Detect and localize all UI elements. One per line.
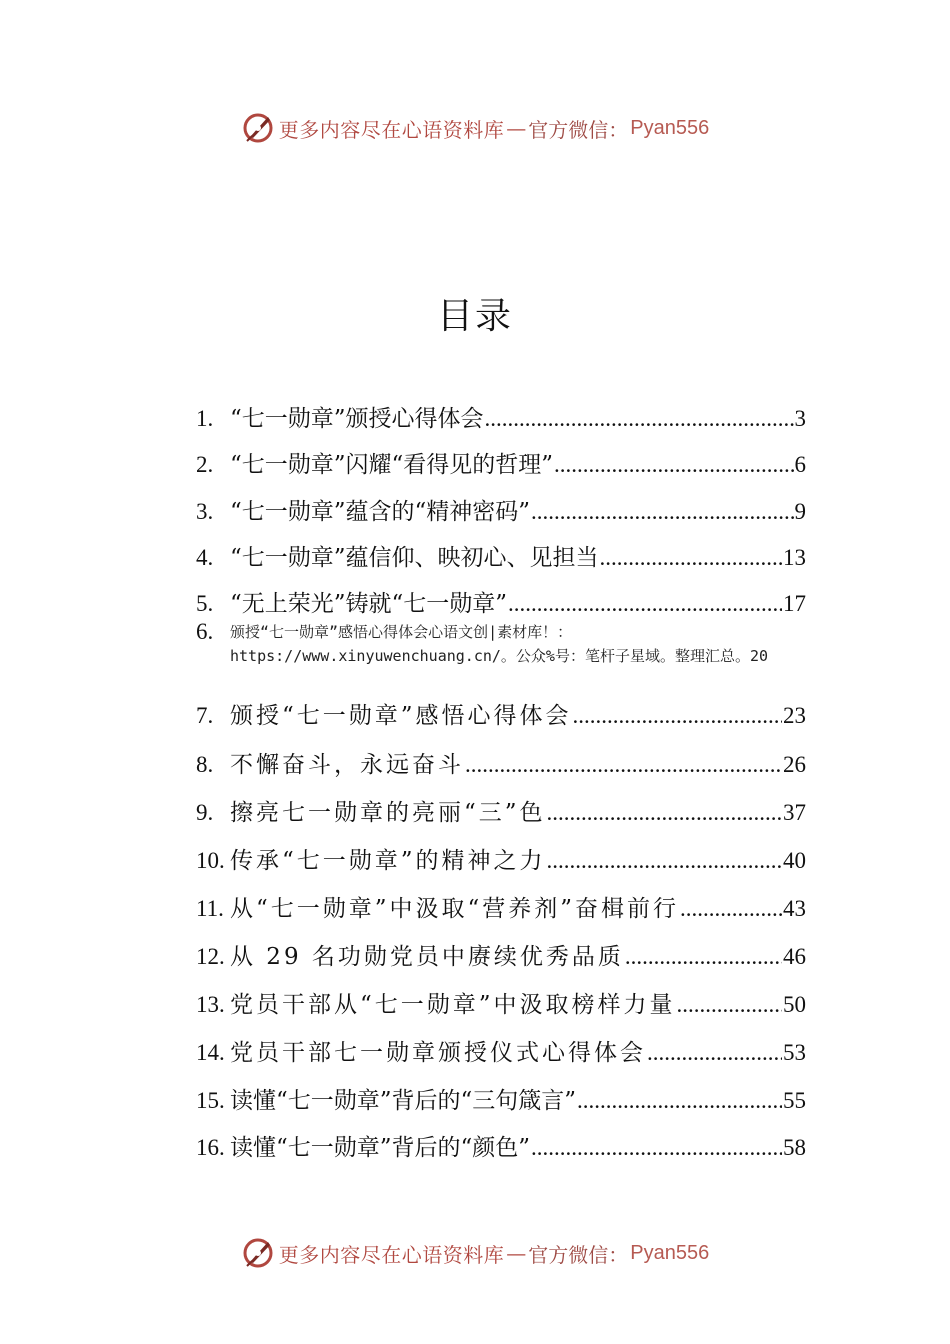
- toc-page: 9: [794, 498, 806, 524]
- toc-entry-8[interactable]: [196, 746, 806, 794]
- banner-separator: —: [506, 1241, 527, 1265]
- banner-text: 更多内容尽在心语资料库: [278, 1242, 505, 1267]
- toc-number: 11.: [196, 895, 224, 921]
- toc-page: 26: [783, 751, 806, 777]
- dot-leader: [625, 944, 782, 970]
- toc-number: 8.: [196, 751, 214, 777]
- page-title: 目录: [436, 296, 513, 337]
- banner-wechat-id: Pyan556: [630, 1241, 710, 1264]
- banner-wechat-id: Pyan556: [630, 116, 710, 139]
- toc-page: 53: [783, 1040, 806, 1066]
- dot-leader: [680, 896, 782, 922]
- banner-text: 更多内容尽在心语资料库: [278, 117, 505, 142]
- toc-page: 50: [783, 992, 806, 1018]
- toc-page: 13: [783, 544, 806, 570]
- toc-number: 3.: [196, 498, 214, 524]
- footer-banner: [0, 1231, 950, 1275]
- toc-number: 10.: [196, 847, 225, 873]
- toc-title: 擦亮七一勋章的亮丽“三”色: [230, 799, 546, 826]
- toc-title: 党员干部七一勋章颁授仪式心得体会: [230, 1040, 646, 1067]
- toc-entry-14[interactable]: [196, 1034, 806, 1082]
- toc-number: 9.: [196, 799, 214, 825]
- toc-title: “七一勋章”颁授心得体会: [230, 406, 484, 432]
- toc-number: 16.: [196, 1134, 225, 1160]
- toc-page: 43: [783, 895, 806, 921]
- quill-pen-logo-icon: [241, 1236, 275, 1270]
- toc-title: 从“七一勋章”中汲取“营养剂”奋楫前行: [230, 895, 680, 922]
- quill-pen-logo-icon: [241, 111, 275, 145]
- dot-leader: [508, 591, 782, 617]
- toc-entry-9[interactable]: [196, 794, 806, 842]
- dot-leader: [554, 452, 793, 478]
- toc-title: 党员干部从“七一勋章”中汲取榜样力量: [230, 992, 676, 1019]
- toc-number: 1.: [196, 406, 214, 431]
- toc-title: 颁授“七一勋章”感悟心得体会: [230, 703, 572, 730]
- toc-number: 7.: [196, 703, 214, 729]
- toc-page: 3: [794, 406, 806, 431]
- toc-entry-7[interactable]: [196, 697, 806, 745]
- dot-leader: [465, 752, 782, 778]
- toc-title: “七一勋章”蕴信仰、映初心、见担当: [230, 544, 599, 571]
- toc-page: 55: [783, 1088, 806, 1114]
- toc-entry-12[interactable]: [196, 938, 806, 986]
- toc-number: 5.: [196, 591, 214, 617]
- table-of-contents: [196, 400, 806, 1175]
- toc-number: 12.: [196, 943, 225, 969]
- toc-title: 读懂“七一勋章”背后的“三句箴言”: [230, 1088, 577, 1115]
- toc-entry-6[interactable]: [196, 619, 806, 697]
- dot-leader: [573, 703, 782, 729]
- toc-title-line-2: https://www.xinyuwenchuang.cn/。公众%号：笔杆子星域。整理汇总。20: [230, 647, 769, 666]
- toc-number: 6.: [196, 619, 214, 645]
- toc-title-line-1: 颁授“七一勋章”感悟心得体会心语文创|素材库！：: [230, 623, 573, 642]
- toc-number: 14.: [196, 1040, 225, 1066]
- toc-title: “七一勋章”蕴含的“精神密码”: [230, 498, 531, 525]
- banner-wechat-label: 官方微信：: [528, 1242, 629, 1267]
- toc-title: 从 29 名功勋党员中赓续优秀品质: [230, 943, 624, 970]
- toc-number: 13.: [196, 992, 225, 1018]
- toc-title: “无上荣光”铸就“七一勋章”: [230, 591, 508, 618]
- toc-page: 58: [783, 1134, 806, 1160]
- dot-leader: [600, 545, 782, 571]
- toc-title: 不懈奋斗，永远奋斗: [230, 751, 464, 778]
- toc-number: 2.: [196, 452, 214, 478]
- toc-entry-13[interactable]: [196, 986, 806, 1034]
- banner-separator: —: [506, 116, 527, 140]
- toc-page: 23: [783, 703, 806, 729]
- toc-title: 读懂“七一勋章”背后的“颜色”: [230, 1134, 531, 1161]
- toc-page: 6: [794, 452, 806, 478]
- dot-leader: [647, 1040, 782, 1066]
- dot-leader: [677, 992, 782, 1018]
- toc-page: 46: [783, 943, 806, 969]
- toc-page: 40: [783, 847, 806, 873]
- toc-entry-15[interactable]: [196, 1082, 806, 1128]
- dot-leader: [485, 406, 794, 432]
- toc-entry-11[interactable]: [196, 890, 806, 938]
- header-banner: [0, 106, 950, 150]
- toc-entry-1[interactable]: [196, 400, 806, 446]
- toc-entry-4[interactable]: [196, 539, 806, 585]
- dot-leader: [547, 800, 782, 826]
- toc-entry-3[interactable]: [196, 493, 806, 539]
- toc-entry-16[interactable]: [196, 1129, 806, 1175]
- toc-number: 4.: [196, 544, 214, 570]
- toc-page: 17: [783, 591, 806, 617]
- toc-title: 传承“七一勋章”的精神之力: [230, 847, 546, 874]
- toc-number: 15.: [196, 1088, 225, 1114]
- dot-leader: [577, 1088, 782, 1114]
- toc-entry-2[interactable]: [196, 446, 806, 492]
- dot-leader: [531, 1135, 782, 1161]
- dot-leader: [531, 499, 793, 525]
- dot-leader: [547, 848, 782, 874]
- toc-title: “七一勋章”闪耀“看得见的哲理”: [230, 452, 554, 479]
- toc-entry-10[interactable]: [196, 842, 806, 890]
- banner-wechat-label: 官方微信：: [528, 117, 629, 142]
- toc-page: 37: [783, 799, 806, 825]
